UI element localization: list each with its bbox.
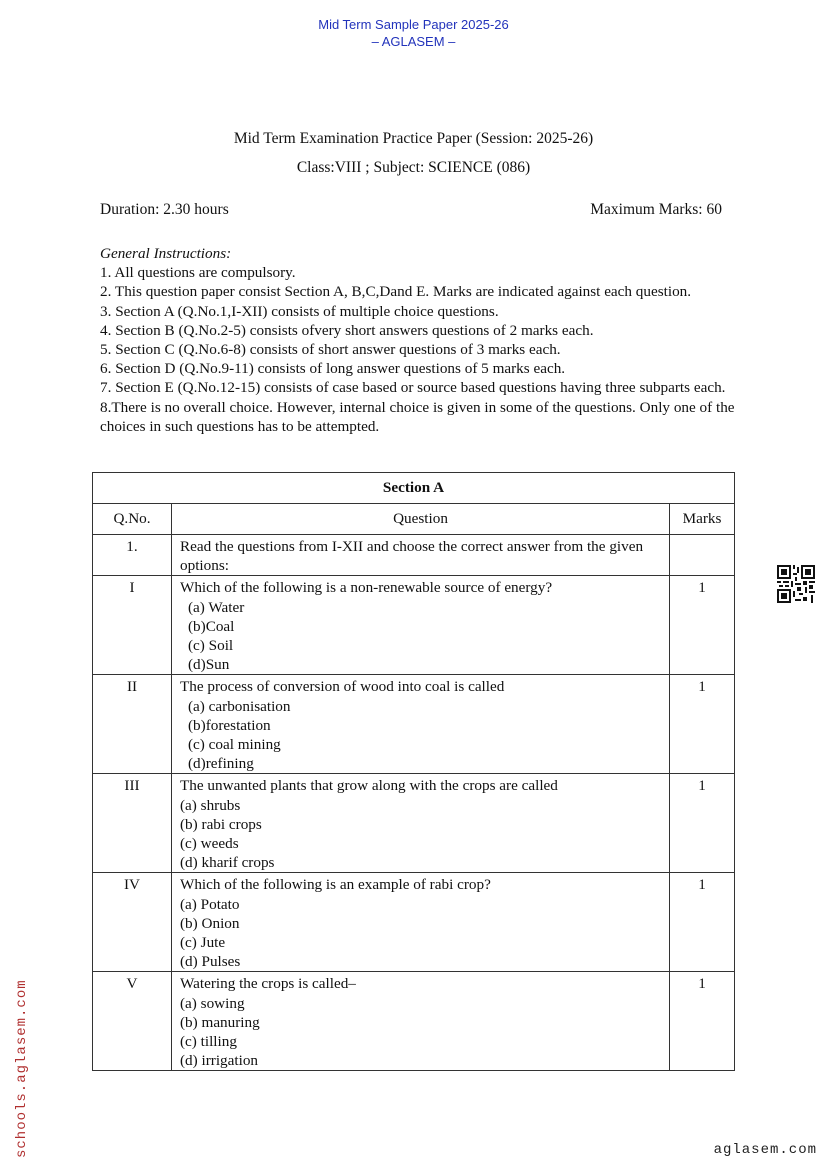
- question-number: II: [93, 675, 172, 774]
- table-row: [93, 774, 735, 873]
- option: (a) sowing: [180, 994, 245, 1012]
- question-text: Which of the following is a non-renewable source of energy?: [180, 579, 553, 597]
- question-number: V: [93, 972, 172, 1071]
- option: (c) Jute: [180, 934, 226, 952]
- column-header-qno: Q.No.: [93, 504, 172, 535]
- paper-subtitle: Class:VIII ; Subject: SCIENCE (086): [296, 159, 531, 176]
- section-heading: Section A: [93, 473, 735, 504]
- question-text: Read the questions from I-XII and choose the correct answer from the given options:: [172, 535, 670, 576]
- question-text: Which of the following is an example of rabi crop?: [180, 876, 491, 894]
- table-row: [93, 535, 735, 576]
- option: (d)Sun: [188, 656, 230, 674]
- general-instructions: [100, 244, 736, 436]
- option: (a) Potato: [180, 895, 240, 913]
- side-watermark: schools.aglasem.com: [14, 979, 30, 1158]
- header-line-2: – AGLASEM –: [371, 34, 456, 49]
- paper-title: Mid Term Examination Practice Paper (Session: 2025-26): [233, 130, 594, 147]
- instruction-item: 1. All questions are compulsory.: [100, 264, 296, 282]
- option: (c) Soil: [188, 637, 234, 655]
- option: (d) kharif crops: [180, 854, 275, 872]
- instruction-item: 8.There is no overall choice. However, internal choice is given in some of the questions. Only one of the choices in such questions has to be attempted.: [100, 398, 735, 435]
- header-line-1: Mid Term Sample Paper 2025-26: [318, 17, 509, 32]
- question-marks: 1: [670, 972, 735, 1071]
- option: (a) shrubs: [180, 796, 241, 814]
- table-row: [93, 972, 735, 1071]
- maximum-marks: Maximum Marks: 60: [590, 201, 722, 218]
- question-marks: 1: [670, 873, 735, 972]
- option: (c) coal mining: [188, 736, 281, 754]
- question-marks: 1: [670, 576, 735, 675]
- option: (a) carbonisation: [188, 697, 291, 715]
- question-marks: [670, 535, 735, 576]
- question-number: 1.: [93, 535, 172, 576]
- option: (c) weeds: [180, 835, 239, 853]
- column-header-marks: Marks: [670, 504, 735, 535]
- instruction-item: 3. Section A (Q.No.1,I-XII) consists of multiple choice questions.: [100, 302, 499, 320]
- option: (b) manuring: [180, 1013, 260, 1031]
- footer-site: aglasem.com: [713, 1142, 817, 1158]
- instruction-item: 2. This question paper consist Section A, B,C,Dand E. Marks are indicated against each question.: [100, 283, 692, 301]
- instruction-item: 4. Section B (Q.No.2-5) consists ofvery short answers questions of 2 marks each.: [100, 321, 594, 339]
- column-header-question: Question: [172, 504, 670, 535]
- page-header: [0, 16, 827, 50]
- option: (d)refining: [188, 755, 254, 773]
- question-number: I: [93, 576, 172, 675]
- table-row: [93, 576, 735, 675]
- option: (c) tilling: [180, 1033, 237, 1051]
- option: (b)Coal: [188, 617, 235, 635]
- option: (d) Pulses: [180, 953, 241, 971]
- option: (b) Onion: [180, 914, 240, 932]
- instruction-item: 5. Section C (Q.No.6-8) consists of short answer questions of 3 marks each.: [100, 341, 561, 359]
- question-marks: 1: [670, 774, 735, 873]
- question-number: IV: [93, 873, 172, 972]
- table-row: [93, 873, 735, 972]
- qr-code-icon[interactable]: [777, 565, 815, 603]
- question-marks: 1: [670, 675, 735, 774]
- option: (a) Water: [188, 598, 245, 616]
- instruction-item: 7. Section E (Q.No.12-15) consists of case based or source based questions having three subparts each.: [100, 379, 726, 397]
- question-number: III: [93, 774, 172, 873]
- question-text: The unwanted plants that grow along with the crops are called: [180, 777, 558, 795]
- duration: Duration: 2.30 hours: [100, 201, 229, 218]
- instructions-heading: General Instructions:: [100, 245, 232, 262]
- question-text: The process of conversion of wood into coal is called: [180, 678, 505, 696]
- instruction-item: 6. Section D (Q.No.9-11) consists of long answer questions of 5 marks each.: [100, 360, 566, 378]
- question-text: Watering the crops is called–: [180, 975, 356, 993]
- table-row: [93, 675, 735, 774]
- question-table: [92, 472, 735, 1071]
- option: (d) irrigation: [180, 1052, 259, 1070]
- option: (b)forestation: [188, 716, 271, 734]
- duration-marks-row: [100, 201, 722, 219]
- option: (b) rabi crops: [180, 815, 262, 833]
